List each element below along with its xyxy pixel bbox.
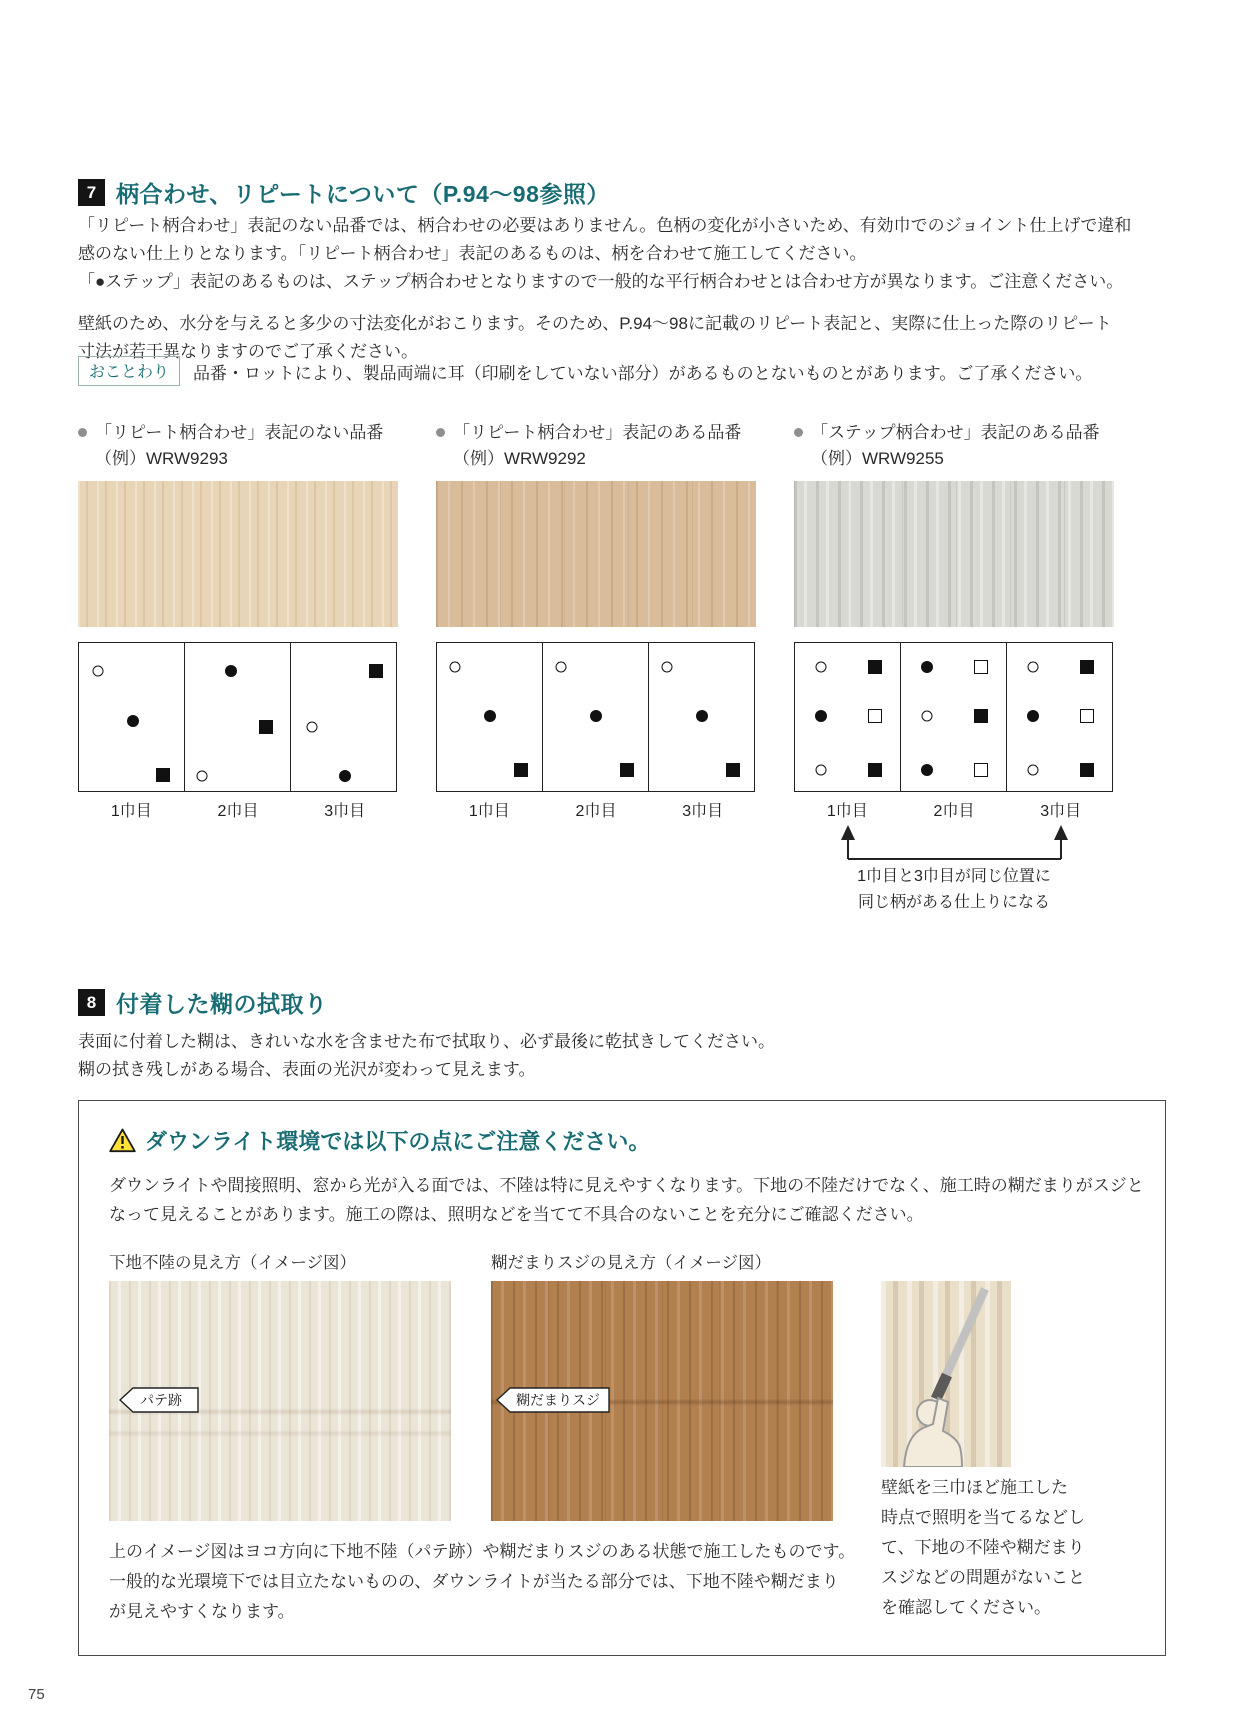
width-label: 2巾目 — [575, 803, 617, 820]
section8-paragraph — [78, 1028, 775, 1084]
section7-number-badge: 7 — [78, 179, 105, 206]
diagram-panels — [436, 642, 756, 792]
section7-paragraph1 — [78, 212, 1131, 296]
circle-open-icon — [196, 771, 207, 782]
paragraph-line: 「リピート柄合わせ」表記のない品番では、柄合わせの必要はありません。色柄の変化が小さいため、有効巾でのジョイント仕上げで違和 — [78, 216, 1132, 235]
paragraph-line: 寸法が若干異なりますのでご了承ください。 — [78, 342, 418, 361]
column-example-code: （例）WRW9293 — [95, 449, 228, 468]
paragraph-line: 時点で照明を当てるなどし — [881, 1508, 1085, 1527]
square-filled-icon — [259, 720, 273, 734]
square-open-icon — [1080, 709, 1094, 723]
circle-open-icon — [661, 661, 672, 672]
circle-open-icon — [1028, 765, 1039, 776]
pattern-panel — [542, 642, 649, 792]
circle-open-icon — [555, 661, 566, 672]
circle-filled-icon — [1027, 710, 1039, 722]
pattern-panel — [794, 642, 901, 792]
column-example-code: （例）WRW9292 — [453, 449, 586, 468]
downlight-warning-box — [78, 1100, 1166, 1656]
square-filled-icon — [868, 660, 882, 674]
pattern-panel — [78, 642, 185, 792]
wallpaper-sample-WRW9255 — [794, 481, 1114, 627]
width-label: 2巾目 — [217, 803, 259, 820]
paragraph-line: 表面に付着した糊は、きれいな水を含ませた布で拭取り、必ず最後に乾拭きしてください。 — [78, 1032, 775, 1051]
width-label: 3巾目 — [1040, 803, 1082, 820]
worker-illustration-icon — [881, 1281, 1011, 1467]
width-label: 1巾目 — [110, 803, 152, 820]
column-step — [794, 420, 1114, 916]
paragraph-line: 糊の拭き残しがある場合、表面の光沢が変わって見えます。 — [78, 1060, 536, 1079]
section8-title: 付着した糊の拭取り — [116, 991, 328, 1017]
putty-mark-label: パテ跡 — [140, 1392, 182, 1408]
square-filled-icon — [156, 768, 170, 782]
pattern-panel — [436, 642, 543, 792]
square-filled-icon — [1080, 763, 1094, 777]
column-heading — [436, 420, 756, 472]
glue-streak-label: 糊だまりスジ — [516, 1392, 600, 1408]
circle-open-icon — [1028, 661, 1039, 672]
width-label: 3巾目 — [324, 803, 366, 820]
diagram-panels — [78, 642, 398, 792]
circle-open-icon — [307, 722, 318, 733]
circle-open-icon — [92, 666, 103, 677]
disclaimer-row — [78, 356, 1092, 386]
paragraph-line: が見えやすくなります。 — [109, 1602, 295, 1621]
diagram-width-labels — [794, 798, 1114, 821]
width-label: 1巾目 — [468, 803, 510, 820]
circle-open-icon — [816, 765, 827, 776]
circle-filled-icon — [921, 764, 933, 776]
image-caption-glue-streak: 糊だまりスジの見え方（イメージ図） — [491, 1254, 772, 1272]
sample-columns — [78, 420, 1114, 916]
step-bracket — [794, 823, 1114, 863]
pattern-panel — [900, 642, 1007, 792]
circle-filled-icon — [339, 770, 351, 782]
pattern-diagram-step — [794, 642, 1114, 821]
step-note-line: 1巾目と3巾目が同じ位置に — [857, 868, 1051, 885]
pattern-diagram-no-repeat — [78, 642, 398, 821]
square-filled-icon — [974, 709, 988, 723]
column-heading-text: 「ステップ柄合わせ」表記のある品番 — [811, 423, 1100, 442]
bullet-icon — [78, 428, 87, 437]
circle-filled-icon — [127, 715, 139, 727]
column-example-code: （例）WRW9255 — [811, 449, 944, 468]
wallpaper-sample-WRW9292 — [436, 481, 756, 627]
worker-checking-light-illustration — [881, 1281, 1011, 1467]
square-filled-icon — [369, 664, 383, 678]
warning-right-text — [881, 1473, 1157, 1623]
warning-bottom-text — [109, 1537, 855, 1627]
diagram-panels — [794, 642, 1114, 792]
paragraph-line: なって見えることがあります。施工の際は、照明などを当てて不具合のないことを充分にご確認ください。 — [109, 1205, 924, 1224]
column-no-repeat — [78, 420, 398, 916]
page-number: 75 — [28, 1686, 45, 1703]
wallpaper-sample-WRW9293 — [78, 481, 398, 627]
disclaimer-text: 品番・ロットにより、製品両端に耳（印刷をしていない部分）があるものとないものとがあります。ご了承ください。 — [193, 363, 1093, 383]
paragraph-line: スジなどの問題がないこと — [881, 1568, 1085, 1587]
circle-open-icon — [816, 661, 827, 672]
width-label: 2巾目 — [933, 803, 975, 820]
square-open-icon — [868, 709, 882, 723]
pattern-panel — [184, 642, 291, 792]
section7-header — [78, 176, 610, 209]
paragraph-line: を確認してください。 — [881, 1598, 1051, 1617]
paragraph-line: 「●ステップ」表記のあるものは、ステップ柄合わせとなりますので一般的な平行柄合わせとは合わせ方が異なります。ご注意ください。 — [78, 272, 1124, 291]
section8-header — [78, 986, 328, 1019]
step-note-line: 同じ柄がある仕上りになる — [857, 894, 1050, 911]
column-heading — [78, 420, 398, 472]
paragraph-line: 感のない仕上りとなります。「リピート柄合わせ」表記のあるものは、柄を合わせて施工してください。 — [78, 244, 867, 263]
warning-title: ダウンライト環境では以下の点にご注意ください。 — [145, 1129, 651, 1154]
circle-filled-icon — [225, 665, 237, 677]
circle-filled-icon — [696, 710, 708, 722]
pattern-diagram-repeat — [436, 642, 756, 821]
circle-filled-icon — [921, 661, 933, 673]
square-open-icon — [974, 763, 988, 777]
circle-filled-icon — [815, 710, 827, 722]
warning-triangle-icon — [109, 1128, 136, 1153]
paragraph-line: 一般的な光環境下では目立たないものの、ダウンライトが当たる部分では、下地不陸や糊だまり — [109, 1572, 839, 1591]
paragraph-line: ダウンライトや間接照明、窓から光が入る面では、不陸は特に見えやすくなります。下地の不陸だけでなく、施工時の糊だまりがスジと — [109, 1176, 1144, 1195]
circle-filled-icon — [590, 710, 602, 722]
circle-open-icon — [922, 710, 933, 721]
up-arrows-bracket-icon — [794, 823, 1114, 863]
column-heading-text: 「リピート柄合わせ」表記のある品番 — [453, 423, 742, 442]
pattern-panel — [1006, 642, 1113, 792]
square-filled-icon — [620, 763, 634, 777]
paragraph-line: 壁紙を三巾ほど施工した — [881, 1478, 1068, 1497]
bullet-icon — [436, 428, 445, 437]
pattern-panel — [290, 642, 397, 792]
column-repeat — [436, 420, 756, 916]
square-filled-icon — [726, 763, 740, 777]
diagram-width-labels — [78, 798, 398, 821]
diagram-width-labels — [436, 798, 756, 821]
width-label: 3巾目 — [682, 803, 724, 820]
column-heading-text: 「リピート柄合わせ」表記のない品番 — [95, 423, 384, 442]
putty-mark-callout — [119, 1387, 199, 1413]
disclaimer-badge: おことわり — [78, 356, 180, 386]
circle-open-icon — [449, 661, 460, 672]
pattern-panel — [648, 642, 755, 792]
paragraph-line: て、下地の不陸や糊だまり — [881, 1538, 1085, 1557]
square-filled-icon — [514, 763, 528, 777]
bullet-icon — [794, 428, 803, 437]
square-filled-icon — [1080, 660, 1094, 674]
glue-streak-callout — [496, 1387, 610, 1413]
warning-body — [109, 1171, 1144, 1229]
paragraph-line: 上のイメージ図はヨコ方向に下地不陸（パテ跡）や糊だまりスジのある状態で施工したものです。 — [109, 1542, 856, 1561]
square-filled-icon — [868, 763, 882, 777]
image-caption-substrate: 下地不陸の見え方（イメージ図） — [109, 1254, 357, 1272]
step-note — [794, 864, 1114, 916]
square-open-icon — [974, 660, 988, 674]
circle-filled-icon — [484, 710, 496, 722]
section7-title: 柄合わせ、リピートについて（P.94～98参照） — [116, 181, 610, 207]
paragraph-line: 壁紙のため、水分を与えると多少の寸法変化がおこります。そのため、P.94～98に記載のリピート表記と、実際に仕上った際のリピート — [78, 314, 1112, 333]
section8-number-badge: 8 — [78, 989, 105, 1016]
column-heading — [794, 420, 1114, 472]
warning-title-row — [109, 1125, 650, 1156]
width-label: 1巾目 — [826, 803, 868, 820]
